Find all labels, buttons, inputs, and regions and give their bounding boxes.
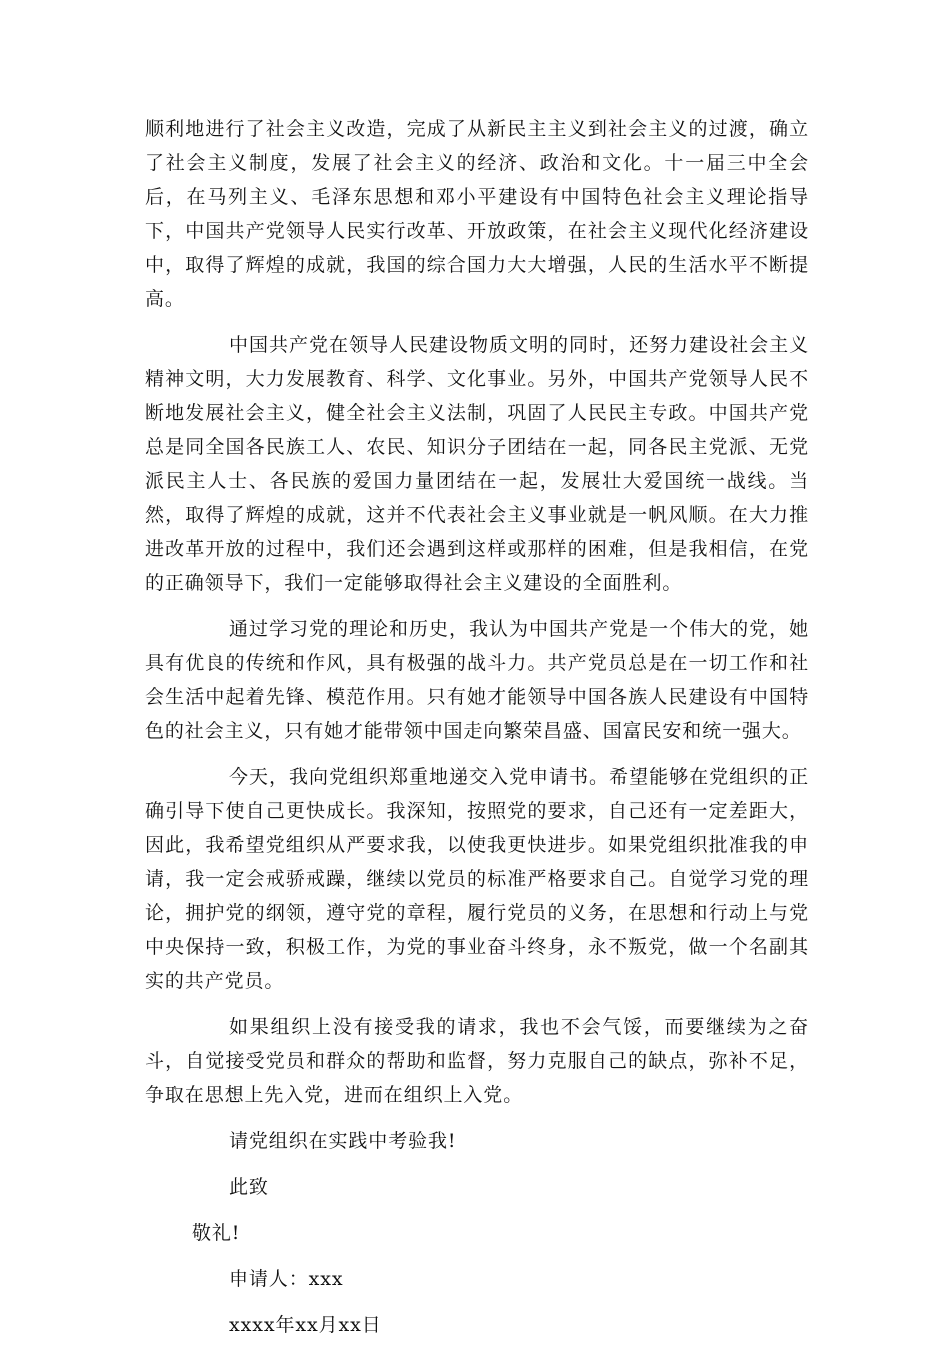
closing-to: 此致 [229, 1176, 269, 1198]
paragraph-4: 今天，我向党组织郑重地递交入党申请书。希望能够在党组织的正确引导下使自己更快成长。我深知，按照党的要求，自己还有一定差距大，因此，我希望党组织从严要求我，以使我更快进步。如果党组织批准我的申请，我一定会戒骄戒躁，继续以党员的标准严格要求自己。自觉学习党的理论，拥护党的纲领，遵守党的章程，履行党员的义务，在思想和行动上与党中央保持一致，积极工作，为党的事业奋斗终身，永不叛党，做一个名副其实的共产党员。 [145, 766, 809, 992]
paragraph-1: 顺利地进行了社会主义改造，完成了从新民主主义到社会主义的过渡，确立了社会主义制度，发展了社会主义的经济、政治和文化。十一届三中全会后，在马列主义、毛泽东思想和邓小平建设有中国特色社会主义理论指导下，中国共产党领导人民实行改革、开放政策，在社会主义现代化经济建设中，取得了辉煌的成就，我国的综合国力大大增强，人民的生活水平不断提高。 [145, 118, 809, 310]
paragraph-2: 中国共产党在领导人民建设物质文明的同时，还努力建设社会主义精神文明，大力发展教育、科学、文化事业。另外，中国共产党领导人民不断地发展社会主义，健全社会主义法制，巩固了人民民主专政。中国共产党总是同全国各民族工人、农民、知识分子团结在一起，同各民主党派、无党派民主人士、各民族的爱国力量团结在一起，发展壮大爱国统一战线。当然，取得了辉煌的成就，这并不代表社会主义事业就是一帆风顺。在大力推进改革开放的过程中，我们还会遇到这样或那样的困难，但是我相信，在党的正确领导下，我们一定能够取得社会主义建设的全面胜利。 [145, 334, 809, 594]
paragraph-5: 如果组织上没有接受我的请求，我也不会气馁，而要继续为之奋斗，自觉接受党员和群众的帮助和监督，努力克服自己的缺点，弥补不足，争取在思想上先入党，进而在组织上入党。 [145, 1016, 809, 1106]
paragraph-3: 通过学习党的理论和历史，我认为中国共产党是一个伟大的党，她具有优良的传统和作风，具有极强的战斗力。共产党员总是在一切工作和社会生活中起着先锋、模范作用。只有她才能领导中国各族人民建设有中国特色的社会主义，只有她才能带领中国走向繁荣昌盛、国富民安和统一强大。 [145, 618, 809, 742]
closing-salute: 敬礼! [192, 1222, 241, 1244]
applicant-signature: 申请人：xxx [229, 1268, 344, 1290]
application-date: xxxx年xx月xx日 [229, 1314, 382, 1336]
closing-request: 请党组织在实践中考验我! [229, 1130, 457, 1152]
document-page [145, 112, 809, 1354]
